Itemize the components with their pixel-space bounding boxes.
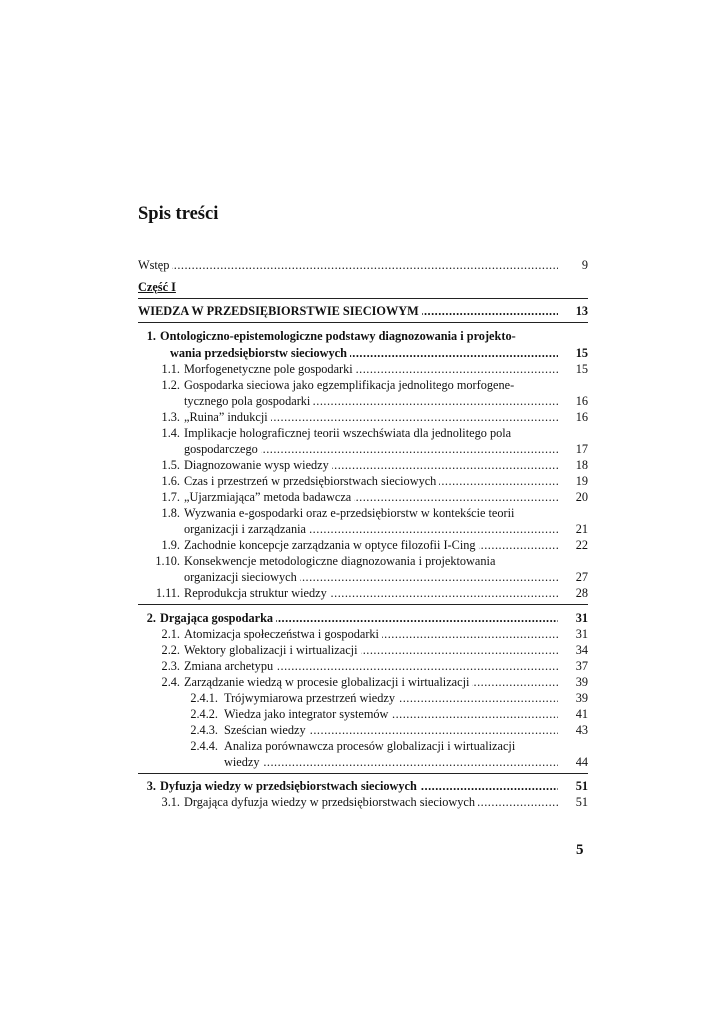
section-title-line: Implikacje holograficznej teorii wszechświata dla jednolitego pola [184,426,512,440]
toc-page-number: 39 [575,691,588,705]
section-title-line: Wyzwania e-gospodarki oraz e-przedsiębiorstw w kontekście teorii [184,506,515,520]
part-heading [138,279,588,296]
section-number: 1.1. [161,362,180,376]
toc-page-number: 28 [575,586,588,600]
section-number: 1.9. [161,538,180,552]
toc-chapter-3[interactable] [138,778,588,795]
toc-entry-label: Drgająca dyfuzja wiedzy w przedsiębiorstwach sieciowych [184,795,478,809]
toc-section[interactable] [138,585,588,602]
chapter-number: 3. [146,779,156,793]
toc-entry-label: gospodarczego [184,442,261,456]
toc-entry-part-title[interactable] [138,303,588,320]
toc-page-number: 43 [575,723,588,737]
toc-page-number: 34 [575,643,588,657]
page-title: Spis treści [138,204,219,224]
toc-subsection[interactable] [138,738,588,755]
section-number: 1.5. [161,458,180,472]
toc-section-cont[interactable] [138,441,588,458]
toc-entry-label: wania przedsiębiorstw sieciowych [170,346,350,360]
toc-subsection[interactable] [138,722,588,739]
toc-section[interactable] [138,553,588,570]
toc-page-number: 9 [581,258,588,272]
toc-entry-label: Reprodukcja struktur wiedzy [184,586,330,600]
toc-page-number: 51 [575,795,588,809]
toc-section-cont[interactable] [138,521,588,538]
toc-subsection[interactable] [138,690,588,707]
toc-entry-label: Sześcian wiedzy [224,723,309,737]
toc-entry-label: Wektory globalizacji i wirtualizacji [184,643,361,657]
toc-section[interactable] [138,489,588,506]
toc-page-number: 20 [575,490,588,504]
toc-page-number: 17 [575,442,588,456]
section-number: 2.4. [161,675,180,689]
toc-page-number: 16 [575,394,588,408]
toc-section[interactable] [138,537,588,554]
toc-page-number: 15 [575,346,588,360]
section-number: 1.2. [161,378,180,392]
chapter-number: 2. [146,611,156,625]
toc-section[interactable] [138,361,588,378]
subsection-number: 2.4.1. [190,691,218,705]
toc-entry-label: tycznego pola gospodarki [184,394,313,408]
divider [138,298,588,299]
toc-section[interactable] [138,674,588,691]
toc-entry-label: Czas i przestrzeń w przedsiębiorstwach sieciowych [184,474,439,488]
toc-page-number: 15 [575,362,588,376]
part-label: Część I [138,280,176,294]
section-number: 3.1. [161,795,180,809]
toc-chapter-2[interactable] [138,610,588,627]
toc-page-number: 27 [575,570,588,584]
toc-entry-label: Dyfuzja wiedzy w przedsiębiorstwach sieciowych [160,779,420,793]
divider [138,604,588,605]
toc-page-number: 41 [575,707,588,721]
section-number: 2.2. [161,643,180,657]
toc-page-number: 19 [575,474,588,488]
toc-page-number: 31 [575,611,588,625]
section-number: 1.11. [155,586,180,600]
toc-section[interactable] [138,425,588,442]
toc-chapter-1[interactable] [138,328,588,345]
toc-section[interactable] [138,377,588,394]
toc-entry-label: Trójwymiarowa przestrzeń wiedzy [224,691,398,705]
section-number: 1.3. [161,410,180,424]
toc-page-number: 37 [575,659,588,673]
toc-entry-label: Wiedza jako integrator systemów [224,707,391,721]
toc-page-number: 44 [575,755,588,769]
chapter-title-line: Ontologiczno-epistemologiczne podstawy diagnozowania i projekto- [160,329,516,343]
toc-entry-label: WIEDZA W PRZEDSIĘBIORSTWIE SIECIOWYM [138,304,422,318]
divider [138,773,588,774]
toc-page-number: 13 [575,304,588,318]
toc-entry-wstep[interactable] [138,257,588,274]
divider [138,322,588,323]
toc-entry-label: organizacji sieciowych [184,570,300,584]
chapter-number: 1. [146,329,156,343]
toc-section[interactable] [138,658,588,675]
leader-dots [138,257,558,274]
toc-entry-label: „Ruina” indukcji [184,410,271,424]
section-number: 2.3. [161,659,180,673]
section-number: 1.4. [161,426,180,440]
subsection-number: 2.4.4. [190,739,218,753]
toc-entry-label: Drgająca gospodarka [160,611,276,625]
toc-chapter-1-cont[interactable] [138,345,588,362]
toc-entry-label: Zachodnie koncepcje zarządzania w optyce filozofii I-Cing [184,538,479,552]
leader-dots [224,754,558,771]
toc-section[interactable] [138,409,588,426]
toc-entry-label: Wstęp [138,258,172,272]
toc-subsection-cont[interactable] [138,754,588,771]
section-number: 1.10. [155,554,180,568]
page-number: 5 [576,842,584,858]
subsection-title-line: Analiza porównawcza procesów globalizacji i wirtualizacji [224,739,516,753]
toc-entry-label: Zarządzanie wiedzą w procesie globalizacji i wirtualizacji [184,675,472,689]
section-number: 1.6. [161,474,180,488]
section-number: 1.8. [161,506,180,520]
section-title-line: Konsekwencje metodologiczne diagnozowania i projektowania [184,554,496,568]
toc-entry-label: wiedzy [224,755,263,769]
toc-entry-label: Morfogenetyczne pole gospodarki [184,362,356,376]
toc-section-cont[interactable] [138,393,588,410]
toc-section[interactable] [138,505,588,522]
section-title-line: Gospodarka sieciowa jako egzemplifikacja jednolitego morfogene- [184,378,515,392]
toc-entry-label: „Ujarzmiająca” metoda badawcza [184,490,354,504]
subsection-number: 2.4.2. [190,707,218,721]
subsection-number: 2.4.3. [190,723,218,737]
toc-page-number: 18 [575,458,588,472]
toc-section[interactable] [138,457,588,474]
toc-section[interactable] [138,642,588,659]
toc-section-cont[interactable] [138,569,588,586]
toc-section[interactable] [138,794,588,811]
toc-section[interactable] [138,473,588,490]
toc-entry-label: Zmiana archetypu [184,659,276,673]
toc-page-number: 31 [575,627,588,641]
toc-page-number: 21 [575,522,588,536]
toc-subsection[interactable] [138,706,588,723]
toc-page-number: 39 [575,675,588,689]
section-number: 2.1. [161,627,180,641]
toc-page-number: 16 [575,410,588,424]
section-number: 1.7. [161,490,180,504]
toc-entry-label: Diagnozowanie wysp wiedzy [184,458,332,472]
toc-page-number: 22 [575,538,588,552]
toc-entry-label: organizacji i zarządzania [184,522,309,536]
toc-entry-label: Atomizacja społeczeństwa i gospodarki [184,627,382,641]
toc-section[interactable] [138,626,588,643]
toc-page-number: 51 [575,779,588,793]
